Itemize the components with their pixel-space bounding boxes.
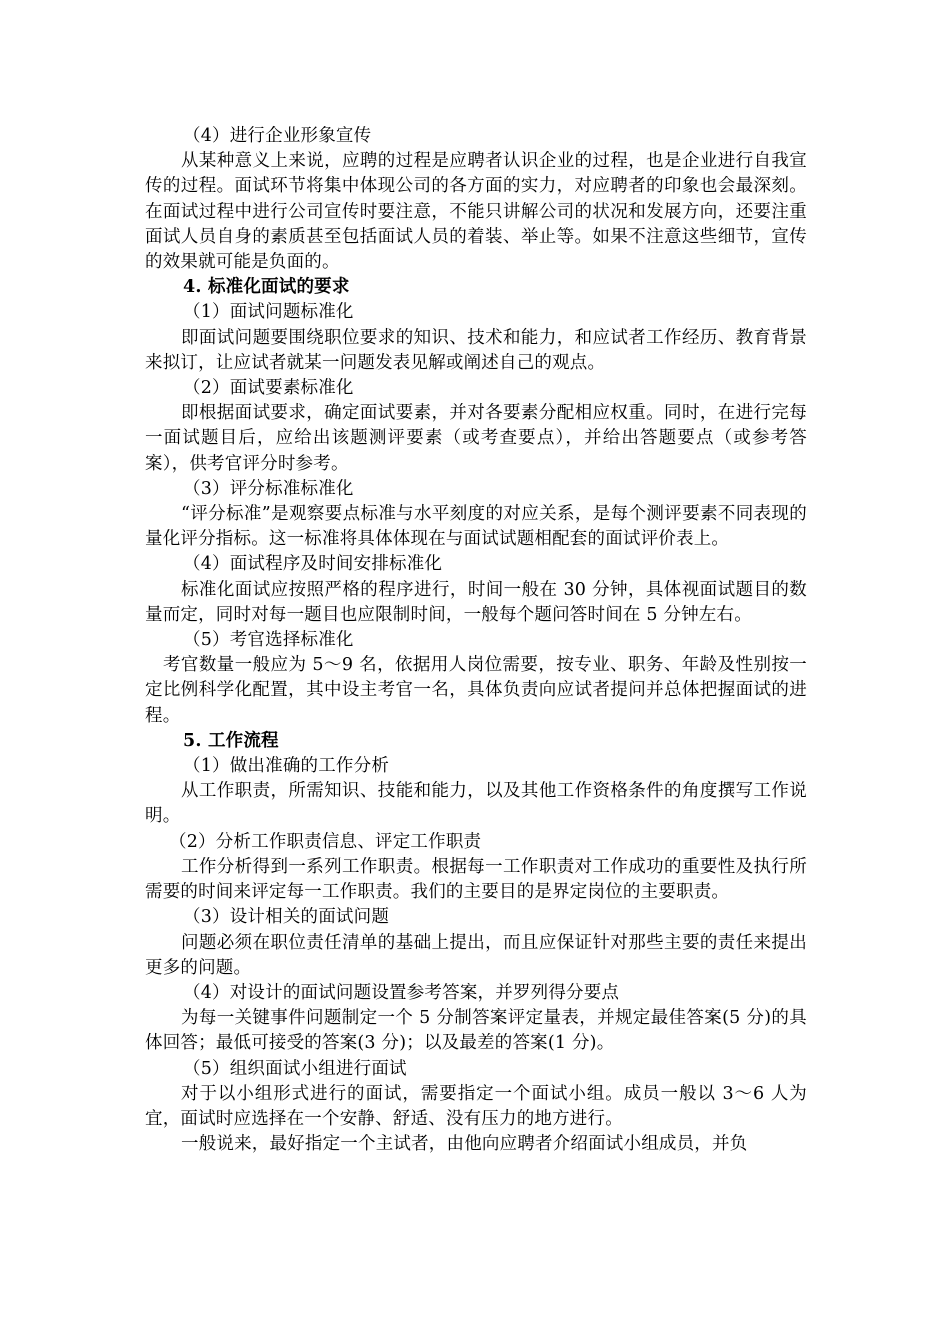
paragraph-job-analysis: 从工作职责，所需知识、技能和能力，以及其他工作资格条件的角度撰写工作说明。	[145, 781, 807, 827]
document-body	[145, 124, 807, 1157]
subheading-procedure-standard: （4）面试程序及时间安排标准化	[183, 554, 443, 575]
paragraph-procedure-standard: 标准化面试应按照严格的程序进行，时间一般在 30 分钟，具体视面试题目的数量而定，同时对每一题目也应限制时间，一般每个题问答时间在 5 分钟左右。	[145, 579, 807, 625]
subheading-reference-answers: （4）对设计的面试问题设置参考答案，并罗列得分要点	[183, 982, 620, 1003]
subheading-job-analysis: （1）做出准确的工作分析	[183, 756, 390, 777]
paragraph-lead-interviewer: 一般说来，最好指定一个主试者，由他向应聘者介绍面试小组成员，并负	[181, 1134, 748, 1155]
paragraph-corporate-image: 从某种意义上来说，应聘的过程是应聘者认识企业的过程，也是企业进行自我宣传的过程。面试环节将集中体现公司的各方面的实力，对应聘者的印象也会最深刻。在面试过程中进行公司宣传时要注意，不能只讲解公司的状况和发展方向，还要注重面试人员自身的素质甚至包括面试人员的着装、举止等。如果不注意这些细节，宣传的效果就可能是负面的。	[145, 151, 807, 273]
subheading-examiner-standard: （5）考官选择标准化	[183, 630, 354, 651]
paragraph-examiner-standard: 考官数量一般应为 5～9 名，依据用人岗位需要，按专业、职务、年龄及性别按一定比例科学化配置，其中设主考官一名，具体负责向应试者提问并总体把握面试的进程。	[145, 655, 807, 726]
subheading-design-questions: （3）设计相关的面试问题	[183, 907, 390, 928]
subheading-scoring-standard: （3）评分标准标准化	[183, 478, 354, 499]
section-heading-standardized-interview: 4. 标准化面试的要求	[183, 277, 350, 298]
subheading-question-standard: （1）面试问题标准化	[183, 302, 354, 323]
paragraph-interview-panel: 对于以小组形式进行的面试，需要指定一个面试小组。成员一般以 3～6 人为宜，面试时应选择在一个安静、舒适、没有压力的地方进行。	[145, 1083, 807, 1129]
paragraph-design-questions: 问题必须在职位责任清单的基础上提出，而且应保证针对那些主要的责任来提出更多的问题。	[145, 932, 807, 978]
subheading-corporate-image: （4）进行企业形象宣传	[183, 126, 372, 146]
paragraph-element-standard: 即根据面试要求，确定面试要素，并对各要素分配相应权重。同时，在进行完每一面试题目后，应给出该题测评要素（或考查要点），并给出答题要点（或参考答案），供考官评分时参考。	[145, 403, 807, 474]
subheading-element-standard: （2）面试要素标准化	[183, 378, 354, 399]
paragraph-scoring-standard: “评分标准”是观察要点标准与水平刻度的对应关系，是每个测评要素不同表现的量化评分指标。这一标准将具体体现在与面试试题相配套的面试评价表上。	[145, 504, 807, 550]
section-heading-workflow: 5. 工作流程	[183, 730, 279, 751]
paragraph-reference-answers: 为每一关键事件问题制定一个 5 分制答案评定量表，并规定最佳答案(5 分)的具体回答；最低可接受的答案(3 分)；以及最差的答案(1 分)。	[145, 1008, 807, 1054]
subheading-duty-evaluation: （2）分析工作职责信息、评定工作职责	[169, 831, 482, 852]
paragraph-question-standard: 即面试问题要围绕职位要求的知识、技术和能力，和应试者工作经历、教育背景来拟订，让应试者就某一问题发表见解或阐述自己的观点。	[145, 327, 807, 373]
paragraph-duty-evaluation: 工作分析得到一系列工作职责。根据每一工作职责对工作成功的重要性及执行所需要的时间来评定每一工作职责。我们的主要目的是界定岗位的主要职责。	[145, 856, 807, 903]
subheading-interview-panel: （5）组织面试小组进行面试	[183, 1058, 407, 1079]
